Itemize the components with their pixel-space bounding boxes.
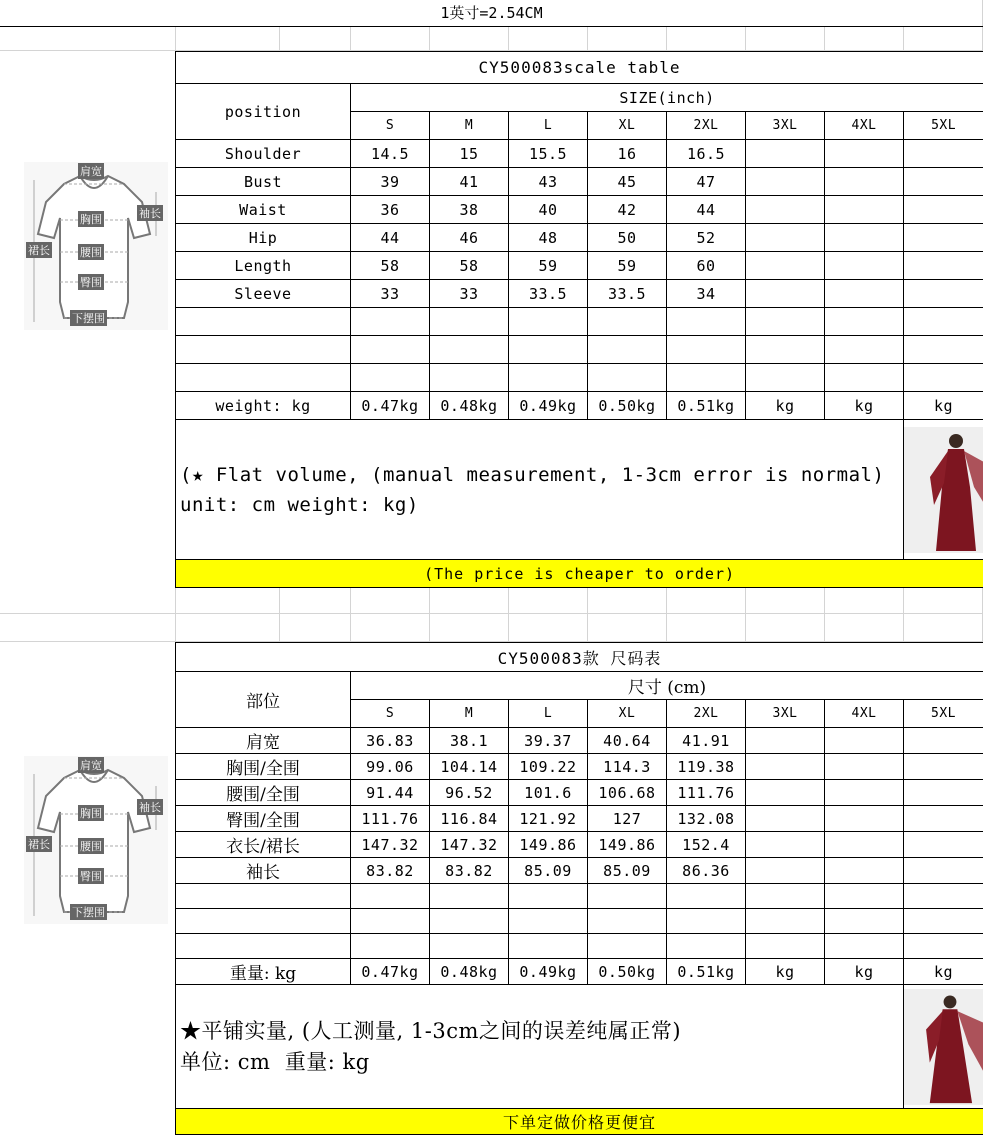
size-header-cell: S <box>351 700 430 728</box>
value-cell <box>746 728 825 754</box>
value-cell: 147.32 <box>430 832 509 858</box>
row-label: 臀围/全围 <box>176 806 351 832</box>
value-cell <box>825 858 904 884</box>
weight-cell: 0.49kg <box>509 392 588 420</box>
value-cell <box>904 196 983 224</box>
table-row <box>176 858 983 884</box>
size-header-cell: S <box>351 112 430 140</box>
value-cell <box>904 832 983 858</box>
value-cell <box>825 168 904 196</box>
value-cell <box>825 224 904 252</box>
value-cell: 85.09 <box>509 858 588 884</box>
product-photo <box>904 427 983 553</box>
value-cell: 119.38 <box>667 754 746 780</box>
weight-cell: 0.48kg <box>430 392 509 420</box>
value-cell: 58 <box>351 252 430 280</box>
value-cell <box>746 196 825 224</box>
size-table-chinese <box>175 642 983 1135</box>
value-cell: 50 <box>588 224 667 252</box>
row-label: Shoulder <box>176 140 351 168</box>
row-label: Hip <box>176 224 351 252</box>
value-cell: 33.5 <box>509 280 588 308</box>
value-cell: 16.5 <box>667 140 746 168</box>
value-cell <box>746 140 825 168</box>
value-cell: 15 <box>430 140 509 168</box>
size-header-cell: XL <box>588 112 667 140</box>
row-label: 腰围/全围 <box>176 780 351 806</box>
value-cell: 33 <box>430 280 509 308</box>
value-cell: 114.3 <box>588 754 667 780</box>
table-row <box>176 754 983 780</box>
position-header: position <box>176 84 351 140</box>
size-header-cell: L <box>509 112 588 140</box>
value-cell: 39 <box>351 168 430 196</box>
size-header-cell: L <box>509 700 588 728</box>
value-cell: 43 <box>509 168 588 196</box>
value-cell: 16 <box>588 140 667 168</box>
empty-row <box>176 336 983 364</box>
length-label: 裙长 <box>26 242 52 258</box>
value-cell: 116.84 <box>430 806 509 832</box>
weight-cell: 0.47kg <box>351 392 430 420</box>
row-label: Waist <box>176 196 351 224</box>
value-cell: 38.1 <box>430 728 509 754</box>
size-header-cell: 4XL <box>825 112 904 140</box>
row-label: Bust <box>176 168 351 196</box>
value-cell: 41.91 <box>667 728 746 754</box>
size-header-cell: 4XL <box>825 700 904 728</box>
value-cell: 99.06 <box>351 754 430 780</box>
value-cell <box>904 140 983 168</box>
value-cell: 149.86 <box>509 832 588 858</box>
value-cell: 149.86 <box>588 832 667 858</box>
value-cell: 85.09 <box>588 858 667 884</box>
weight-cell: 0.49kg <box>509 959 588 985</box>
value-cell: 59 <box>509 252 588 280</box>
table-row <box>176 252 983 280</box>
value-cell: 52 <box>667 224 746 252</box>
empty-row <box>176 934 983 959</box>
hem-label: 下摆围 <box>70 904 107 920</box>
value-cell: 39.37 <box>509 728 588 754</box>
size-header-cell: 3XL <box>746 700 825 728</box>
size-header-cell: 2XL <box>667 112 746 140</box>
dress-measurement-diagram-cn <box>24 756 168 924</box>
value-cell <box>746 858 825 884</box>
shoulder-label: 肩宽 <box>78 163 104 179</box>
value-cell: 46 <box>430 224 509 252</box>
weight-cell: 0.50kg <box>588 959 667 985</box>
inch-cm-conversion-note: 1英寸=2.54CM <box>0 0 983 27</box>
weight-cell: 0.47kg <box>351 959 430 985</box>
row-label: Length <box>176 252 351 280</box>
value-cell <box>904 858 983 884</box>
value-cell: 44 <box>351 224 430 252</box>
weight-cell: kg <box>825 392 904 420</box>
value-cell: 36.83 <box>351 728 430 754</box>
value-cell <box>904 806 983 832</box>
table-row <box>176 140 983 168</box>
empty-row <box>176 909 983 934</box>
value-cell: 104.14 <box>430 754 509 780</box>
size-header-cell: 5XL <box>904 112 983 140</box>
value-cell: 40.64 <box>588 728 667 754</box>
value-cell: 60 <box>667 252 746 280</box>
row-label: 袖长 <box>176 858 351 884</box>
size-header-cell: XL <box>588 700 667 728</box>
value-cell: 83.82 <box>351 858 430 884</box>
value-cell <box>825 780 904 806</box>
value-cell <box>904 252 983 280</box>
size-header-cell: 5XL <box>904 700 983 728</box>
value-cell: 152.4 <box>667 832 746 858</box>
value-cell: 86.36 <box>667 858 746 884</box>
value-cell: 38 <box>430 196 509 224</box>
promo-banner: 下单定做价格更便宜 <box>176 1109 983 1135</box>
sleeve-label: 袖长 <box>137 799 163 815</box>
size-unit-header: 尺寸 (cm) <box>351 672 983 700</box>
size-header-cell: 3XL <box>746 112 825 140</box>
value-cell: 36 <box>351 196 430 224</box>
value-cell <box>825 832 904 858</box>
size-table-english <box>175 51 983 588</box>
weight-cell: 0.50kg <box>588 392 667 420</box>
value-cell: 111.76 <box>667 780 746 806</box>
hip-label: 臀围 <box>78 868 104 884</box>
weight-cell: kg <box>825 959 904 985</box>
value-cell: 48 <box>509 224 588 252</box>
value-cell: 42 <box>588 196 667 224</box>
size-unit-header: SIZE(inch) <box>351 84 983 112</box>
value-cell <box>904 168 983 196</box>
empty-row <box>176 884 983 909</box>
weight-cell: kg <box>904 392 983 420</box>
empty-row <box>176 308 983 336</box>
value-cell: 14.5 <box>351 140 430 168</box>
value-cell: 132.08 <box>667 806 746 832</box>
value-cell <box>825 252 904 280</box>
value-cell <box>825 196 904 224</box>
value-cell <box>746 280 825 308</box>
dress-measurement-diagram <box>24 162 168 330</box>
sleeve-label: 袖长 <box>137 205 163 221</box>
weight-row <box>176 959 983 985</box>
value-cell: 40 <box>509 196 588 224</box>
value-cell: 44 <box>667 196 746 224</box>
weight-label: weight: kg <box>176 392 351 420</box>
table-title: CY500083scale table <box>176 52 983 84</box>
weight-label: 重量: kg <box>176 959 351 985</box>
product-photo <box>904 989 983 1105</box>
row-label: 衣长/裙长 <box>176 832 351 858</box>
value-cell <box>746 252 825 280</box>
value-cell <box>746 832 825 858</box>
value-cell <box>746 754 825 780</box>
table-title: CY500083款 尺码表 <box>176 643 983 672</box>
table-row <box>176 168 983 196</box>
table-row <box>176 806 983 832</box>
waist-label: 腰围 <box>78 244 104 260</box>
empty-row <box>176 364 983 392</box>
weight-cell: 0.48kg <box>430 959 509 985</box>
position-header: 部位 <box>176 672 351 728</box>
length-label: 裙长 <box>26 836 52 852</box>
size-header-cell: M <box>430 112 509 140</box>
value-cell: 147.32 <box>351 832 430 858</box>
value-cell: 41 <box>430 168 509 196</box>
table-row <box>176 832 983 858</box>
value-cell: 111.76 <box>351 806 430 832</box>
value-cell: 83.82 <box>430 858 509 884</box>
value-cell <box>904 728 983 754</box>
value-cell <box>746 168 825 196</box>
measurement-note <box>176 985 904 1109</box>
bust-label: 胸围 <box>78 805 104 821</box>
value-cell: 121.92 <box>509 806 588 832</box>
promo-banner: (The price is cheaper to order) <box>176 560 983 588</box>
measurement-note-line-1: ★平铺实量, (人工测量, 1-3cm之间的误差纯属正常) <box>180 1016 903 1047</box>
value-cell <box>904 754 983 780</box>
weight-cell: 0.51kg <box>667 959 746 985</box>
value-cell: 33 <box>351 280 430 308</box>
hem-label: 下摆围 <box>70 310 107 326</box>
value-cell <box>825 728 904 754</box>
value-cell: 101.6 <box>509 780 588 806</box>
value-cell <box>825 754 904 780</box>
table-row <box>176 224 983 252</box>
size-header-cell: M <box>430 700 509 728</box>
weight-cell: kg <box>746 392 825 420</box>
value-cell: 59 <box>588 252 667 280</box>
value-cell: 15.5 <box>509 140 588 168</box>
value-cell: 58 <box>430 252 509 280</box>
value-cell <box>904 224 983 252</box>
value-cell: 33.5 <box>588 280 667 308</box>
value-cell <box>825 806 904 832</box>
weight-row <box>176 392 983 420</box>
table-row <box>176 728 983 754</box>
measurement-note-line-2: 单位: cm 重量: kg <box>180 1047 903 1078</box>
measurement-note: (★ Flat volume, (manual measurement, 1-3cm error is normal) unit: cm weight: kg) <box>176 420 904 560</box>
value-cell: 127 <box>588 806 667 832</box>
value-cell <box>825 280 904 308</box>
value-cell: 91.44 <box>351 780 430 806</box>
table-row <box>176 280 983 308</box>
bust-label: 胸围 <box>78 211 104 227</box>
weight-cell: 0.51kg <box>667 392 746 420</box>
product-photo-cell <box>904 420 983 560</box>
value-cell: 34 <box>667 280 746 308</box>
value-cell: 109.22 <box>509 754 588 780</box>
weight-cell: kg <box>904 959 983 985</box>
row-label: Sleeve <box>176 280 351 308</box>
value-cell <box>746 224 825 252</box>
value-cell <box>904 780 983 806</box>
row-label: 肩宽 <box>176 728 351 754</box>
value-cell: 45 <box>588 168 667 196</box>
value-cell: 47 <box>667 168 746 196</box>
table-row <box>176 196 983 224</box>
weight-cell: kg <box>746 959 825 985</box>
value-cell: 96.52 <box>430 780 509 806</box>
shoulder-label: 肩宽 <box>78 757 104 773</box>
value-cell <box>746 780 825 806</box>
hip-label: 臀围 <box>78 274 104 290</box>
product-photo-cell <box>904 985 983 1109</box>
waist-label: 腰围 <box>78 838 104 854</box>
value-cell: 106.68 <box>588 780 667 806</box>
table-row <box>176 780 983 806</box>
value-cell <box>904 280 983 308</box>
row-label: 胸围/全围 <box>176 754 351 780</box>
size-header-cell: 2XL <box>667 700 746 728</box>
value-cell <box>825 140 904 168</box>
value-cell <box>746 806 825 832</box>
